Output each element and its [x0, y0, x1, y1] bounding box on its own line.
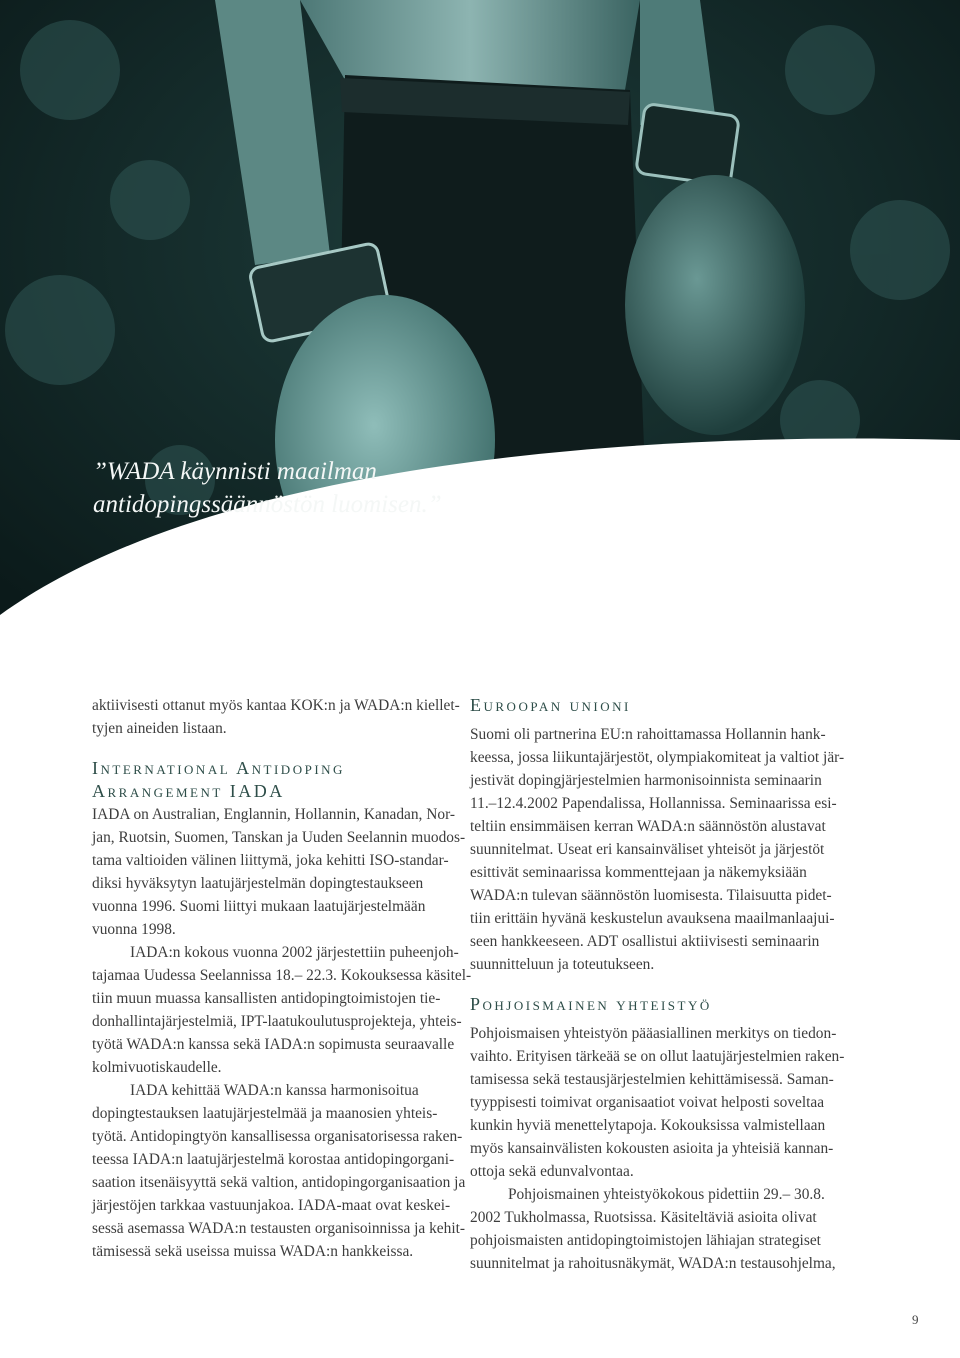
heading-line: Arrangement IADA — [92, 781, 285, 801]
text-line: vuonna 1998. — [92, 921, 176, 938]
text-line: teessa IADA:n laatujärjestelmä korostaa antidopingorgani- — [92, 1151, 455, 1168]
text-line: 11.–12.4.2002 Papendalissa, Hollannissa. Seminaarissa esi- — [470, 795, 837, 812]
intro-paragraph — [92, 694, 460, 740]
text-line: järjestöjen tarkkaa vastuunjakoa. IADA-maat ovat keskei- — [92, 1197, 451, 1214]
text-line: tiin muun muassa kansallisten antidopingtoimistojen tie- — [92, 990, 441, 1007]
text-line: työtä. Antidopingtyön kansallisessa organisatorisessa raken- — [92, 1128, 463, 1145]
text-line: suunnitelmat. Useat eri kansainväliset yhteisöt ja järjestöt — [470, 841, 825, 858]
text-line: tajamaa Uudessa Seelannissa 18.– 22.3. Kokouksessa käsitel- — [92, 967, 472, 984]
text-line: esittivät seminaarissa kommenttejaan ja näkemyksiään — [470, 864, 807, 881]
paragraph — [92, 803, 466, 941]
text-line: tiin erittäin hyvänä keskustelun avauksena maailmanlaajui- — [470, 910, 835, 927]
paragraph — [470, 1022, 845, 1183]
text-line: IADA:n kokous vuonna 2002 järjestettiin puheenjoh- — [130, 944, 459, 961]
text-line: donhallintajärjestelmiä, IPT-laatukoulutusprojekteja, yhteis- — [92, 1013, 462, 1030]
text-line: Pohjoismainen yhteistyökokous pidettiin 29.– 30.8. — [508, 1186, 825, 1203]
pull-quote-line: ”WADA käynnisti maailman — [93, 458, 377, 485]
text-line: dopingtestauksen laatujärjestelmää ja maanosien yhteis- — [92, 1105, 438, 1122]
text-line: pohjoismaisten antidopingtoimistojen lähiajan strategiset — [470, 1232, 821, 1249]
text-line: suunnitteluun ja toteutukseen. — [470, 956, 655, 973]
text-line: aktiivisesti ottanut myös kantaa KOK:n ja WADA:n kiellet- — [92, 697, 460, 714]
text-line: jan, Ruotsin, Suomen, Tanskan ja Uuden Seelannin muodos- — [92, 829, 466, 846]
text-line: tamisessa sekä testausjärjestelmien kehittämisessä. Saman- — [470, 1071, 834, 1088]
text-line: ottoja sekä edunvalvontaa. — [470, 1163, 634, 1180]
text-line: tama valtioiden välinen liittymä, joka kehitti ISO-standar- — [92, 852, 449, 869]
text-line: Suomi oli partnerina EU:n rahoittamassa Hollannin hank- — [470, 726, 826, 743]
text-line: tämisessä sekä useissa muissa WADA:n hankkeissa. — [92, 1243, 414, 1260]
text-line: teltiin ensimmäisen kerran WADA:n säännöstön alustavat — [470, 818, 826, 835]
pull-quote-line: antidopingssäännöstön luomisen.” — [93, 491, 442, 518]
text-line: keessa, jossa liikuntajärjestöt, olympiakomiteat ja valtiot jär- — [470, 749, 845, 766]
section-title-nordic: Pohjoismainen yhteistyö — [470, 994, 712, 1014]
right-column — [470, 694, 845, 1275]
text-line: saation itsenäisyyttä sekä valtion, antidopingorganisaation ja — [92, 1174, 466, 1191]
left-column — [92, 694, 472, 1263]
section-title-iada — [92, 757, 452, 803]
text-line: diksi hyväksytyn laatujärjestelmän dopingtestaukseen — [92, 875, 424, 892]
heading-line: International Antidoping — [92, 758, 345, 778]
paragraph — [470, 723, 845, 976]
text-line: tyyppisesti toimivat organisaatiot voivat helposti soveltaa — [470, 1094, 825, 1111]
text-line: jestivät dopingjärjestelmien harmonisoinnista seminaarin — [470, 772, 822, 789]
section-title-eu: Euroopan unioni — [470, 695, 631, 715]
paragraph — [470, 1183, 836, 1275]
pull-quote — [93, 455, 442, 521]
text-line: kunkin hyviä menettelytapoja. Kokouksissa valmistellaan — [470, 1117, 826, 1134]
text-line: tyjen aineiden listaan. — [92, 720, 227, 737]
text-line: kolmivuotiskaudelle. — [92, 1059, 222, 1076]
text-line: IADA kehittää WADA:n kanssa harmonisoitua — [130, 1082, 419, 1099]
page-number: 9 — [912, 1312, 919, 1327]
cuff-right — [636, 103, 740, 186]
text-line: myös kansainvälisten kokousten asioita ja yhteisiä kannan- — [470, 1140, 834, 1157]
text-line: Pohjoismaisen yhteistyön pääasiallinen merkitys on tiedon- — [470, 1025, 837, 1042]
text-line: vuonna 1996. Suomi liittyi mukaan laatujärjestelmään — [92, 898, 426, 915]
paragraph — [92, 1079, 466, 1263]
text-line: suunnitelmat ja rahoitusnäkymät, WADA:n testausohjelma, — [470, 1255, 836, 1272]
text-line: 2002 Tukholmassa, Ruotsissa. Käsiteltäviä asioita olivat — [470, 1209, 817, 1226]
paragraph — [92, 941, 472, 1079]
text-line: vaihto. Erityisen tärkeää se on ollut laatujärjestelmien raken- — [470, 1048, 845, 1065]
text-line: työtä WADA:n kanssa sekä IADA:n sopimusta seuraavalle — [92, 1036, 455, 1053]
text-line: WADA:n tulevan säännöstön luomisesta. Tilaisuutta pidet- — [470, 887, 832, 904]
text-line: seen hankkeeseen. ADT osallistui aktiivisesti seminaarin — [470, 933, 820, 950]
text-line: sessä asemassa WADA:n testausten organisoinnissa ja kehit- — [92, 1220, 466, 1237]
glove-right — [625, 175, 805, 435]
text-line: IADA on Australian, Englannin, Hollannin, Kanadan, Nor- — [92, 806, 456, 823]
